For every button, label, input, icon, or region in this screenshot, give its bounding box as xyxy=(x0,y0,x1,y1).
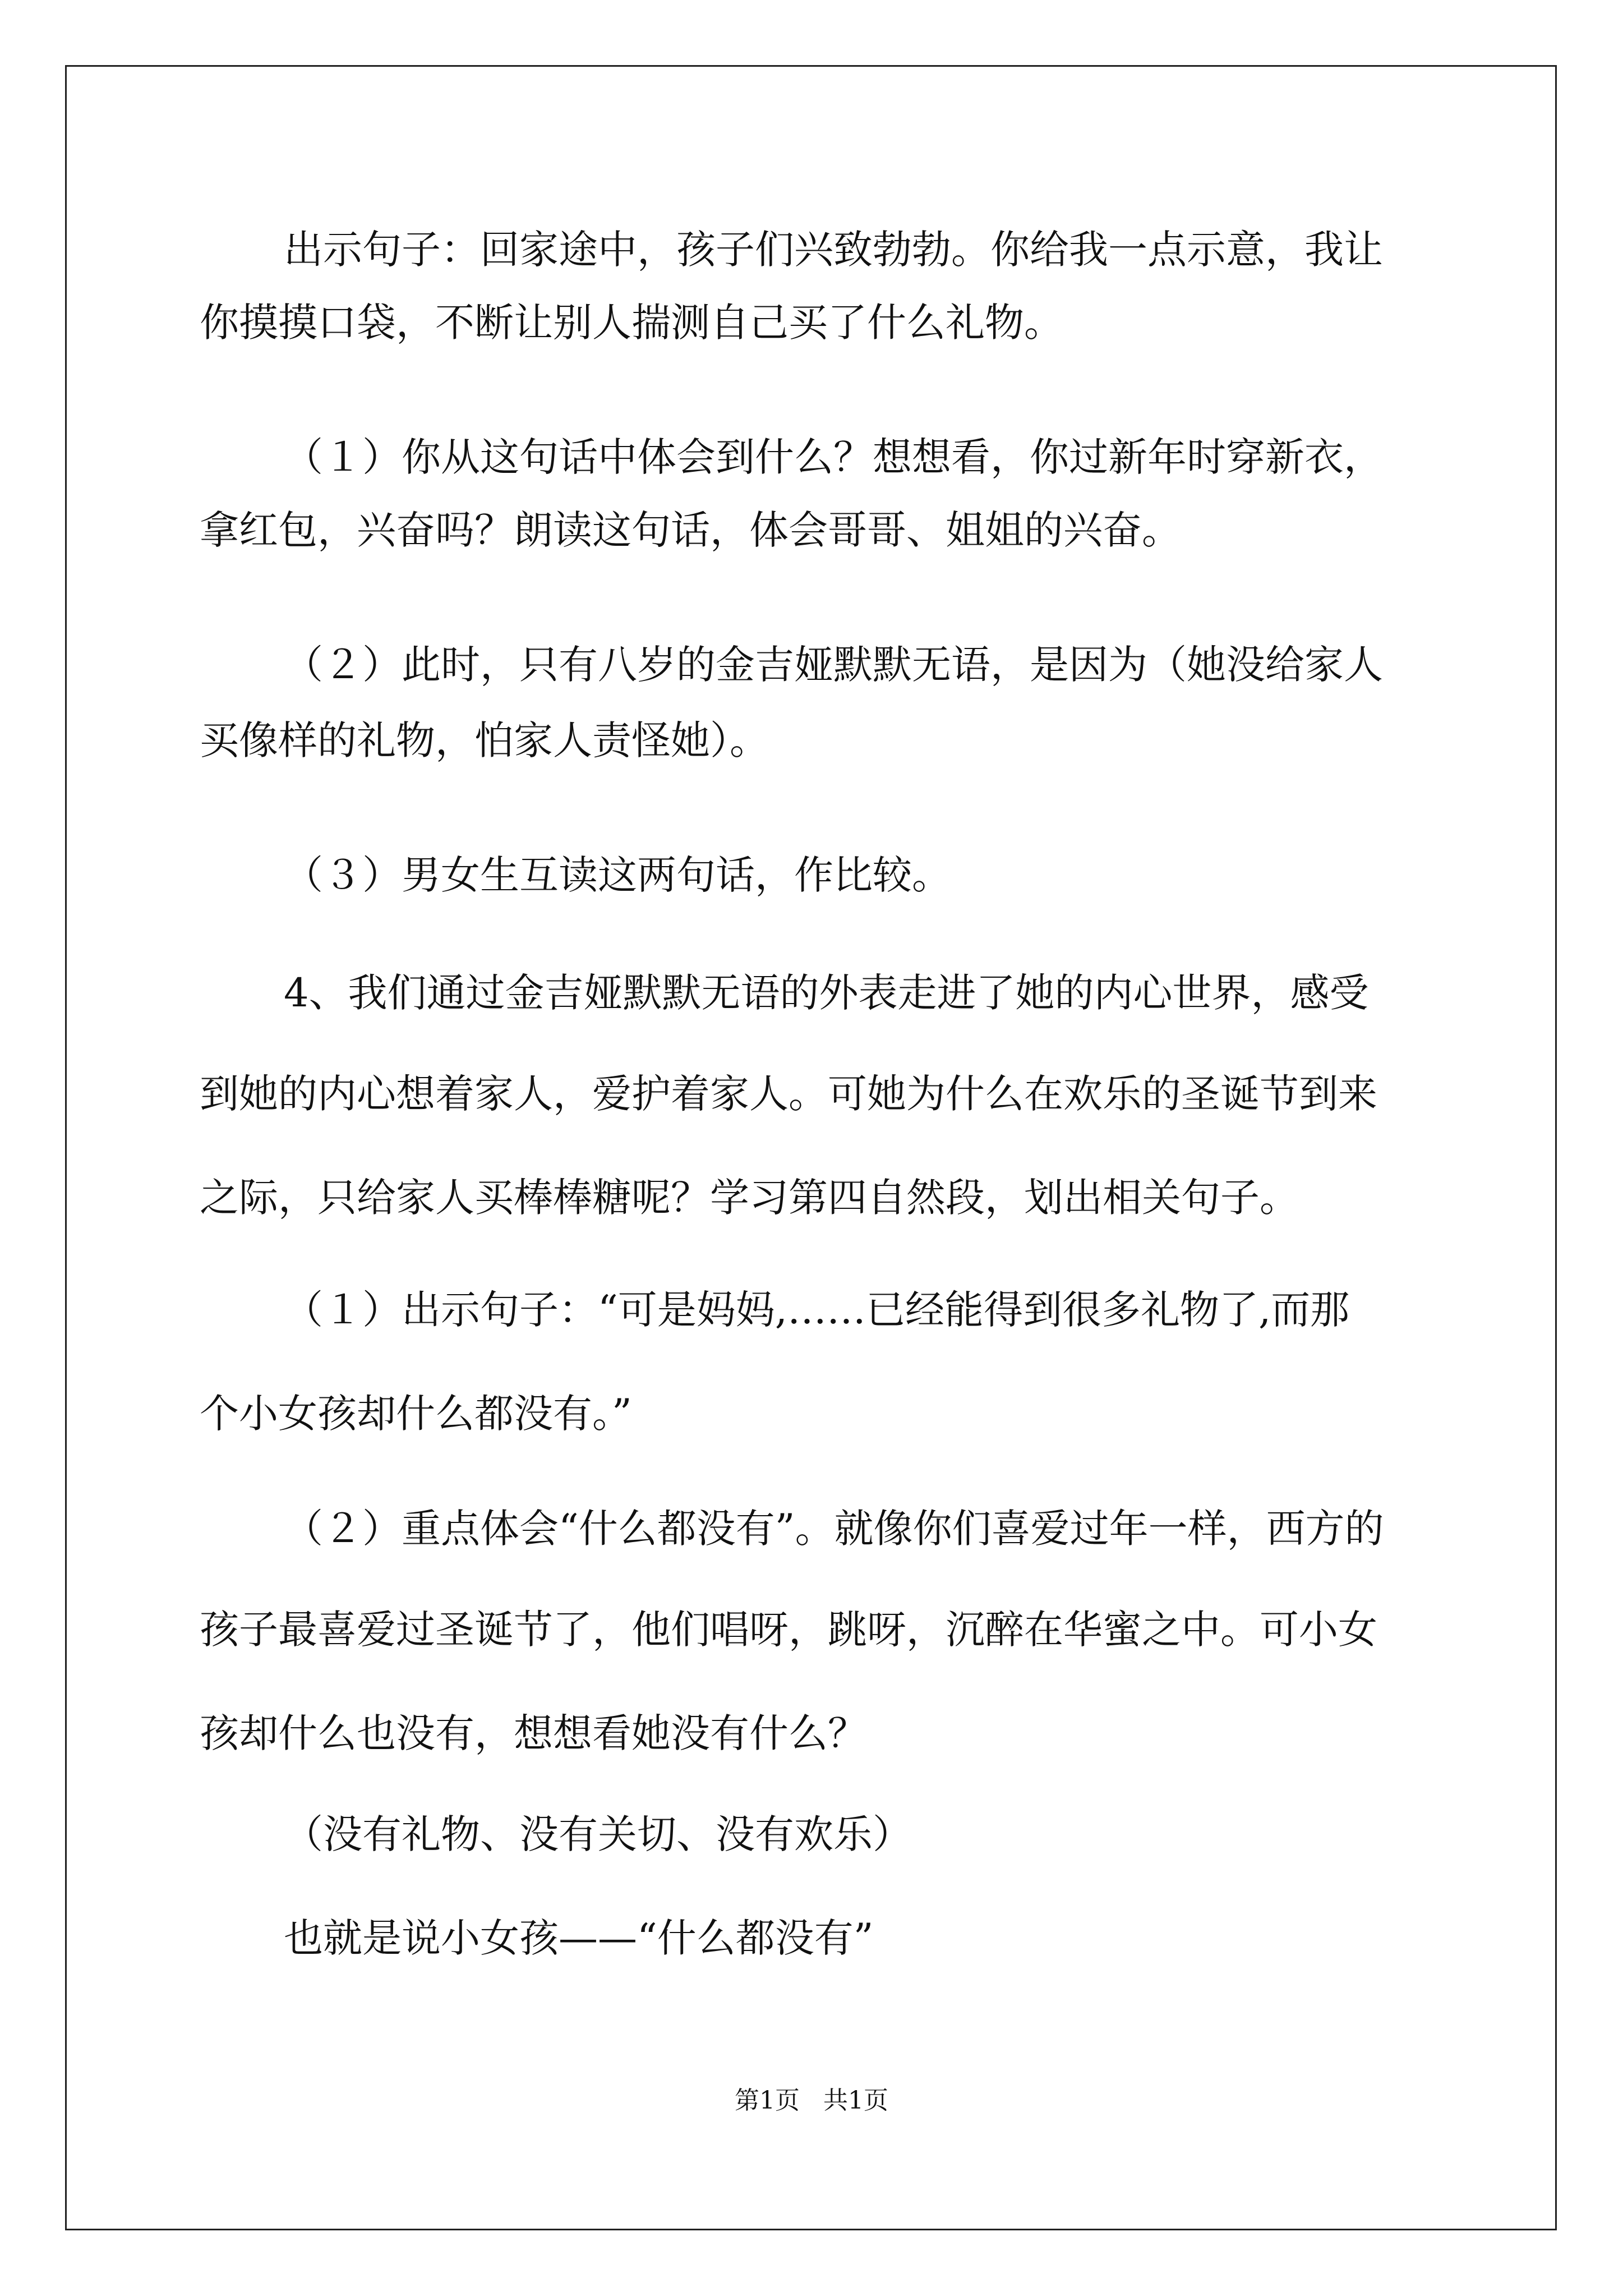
paragraph-line: 孩却什么也没有，想想看她没有什么？ xyxy=(200,1710,867,1756)
paragraph-line: （２）重点体会“什么都没有”。就像你们喜爱过年一样，西方的 xyxy=(284,1506,1384,1552)
paragraph-line: 你摸摸口袋，不断让别人揣测自己买了什么礼物。 xyxy=(200,300,1063,346)
paragraph-line: （３）男女生互读这两句话，作比较。 xyxy=(284,852,951,898)
paragraph-line: （没有礼物、没有关切、没有欢乐） xyxy=(284,1811,912,1857)
paragraph-line: 出示句子：回家途中，孩子们兴致勃勃。你给我一点示意，我让 xyxy=(284,227,1383,273)
paragraph-line: （１）出示句子：“可是妈妈,……已经能得到很多礼物了,而那 xyxy=(284,1287,1350,1333)
paragraph-line: （１）你从这句话中体会到什么？想想看，你过新年时穿新衣， xyxy=(284,434,1383,480)
page-border xyxy=(65,65,1557,2230)
paragraph-line: 到她的内心想着家人，爱护着家人。可她为什么在欢乐的圣诞节到来 xyxy=(200,1071,1377,1117)
paragraph-line: 拿红包，兴奋吗？朗读这句话，体会哥哥、姐姐的兴奋。 xyxy=(200,507,1181,553)
page-footer xyxy=(0,2084,1623,2118)
paragraph-line: （２）此时，只有八岁的金吉娅默默无语，是因为（她没给家人 xyxy=(284,642,1383,688)
paragraph-line: 4、我们通过金吉娅默默无语的外表走进了她的内心世界，感受 xyxy=(284,970,1369,1016)
paragraph-line: 孩子最喜爱过圣诞节了，他们唱呀，跳呀，沉醉在华蜜之中。可小女 xyxy=(200,1607,1377,1653)
page-number: 第1页 xyxy=(735,2086,800,2115)
paragraph-line: 个小女孩却什么都没有。” xyxy=(200,1391,632,1437)
paragraph-line: 之际，只给家人买棒棒糖呢？学习第四自然段，划出相关句子。 xyxy=(200,1175,1299,1221)
paragraph-line: 买像样的礼物，怕家人责怪她）。 xyxy=(200,717,769,763)
page-total: 共1页 xyxy=(823,2086,888,2115)
paragraph-line: 也就是说小女孩——“什么都没有” xyxy=(284,1915,874,1961)
